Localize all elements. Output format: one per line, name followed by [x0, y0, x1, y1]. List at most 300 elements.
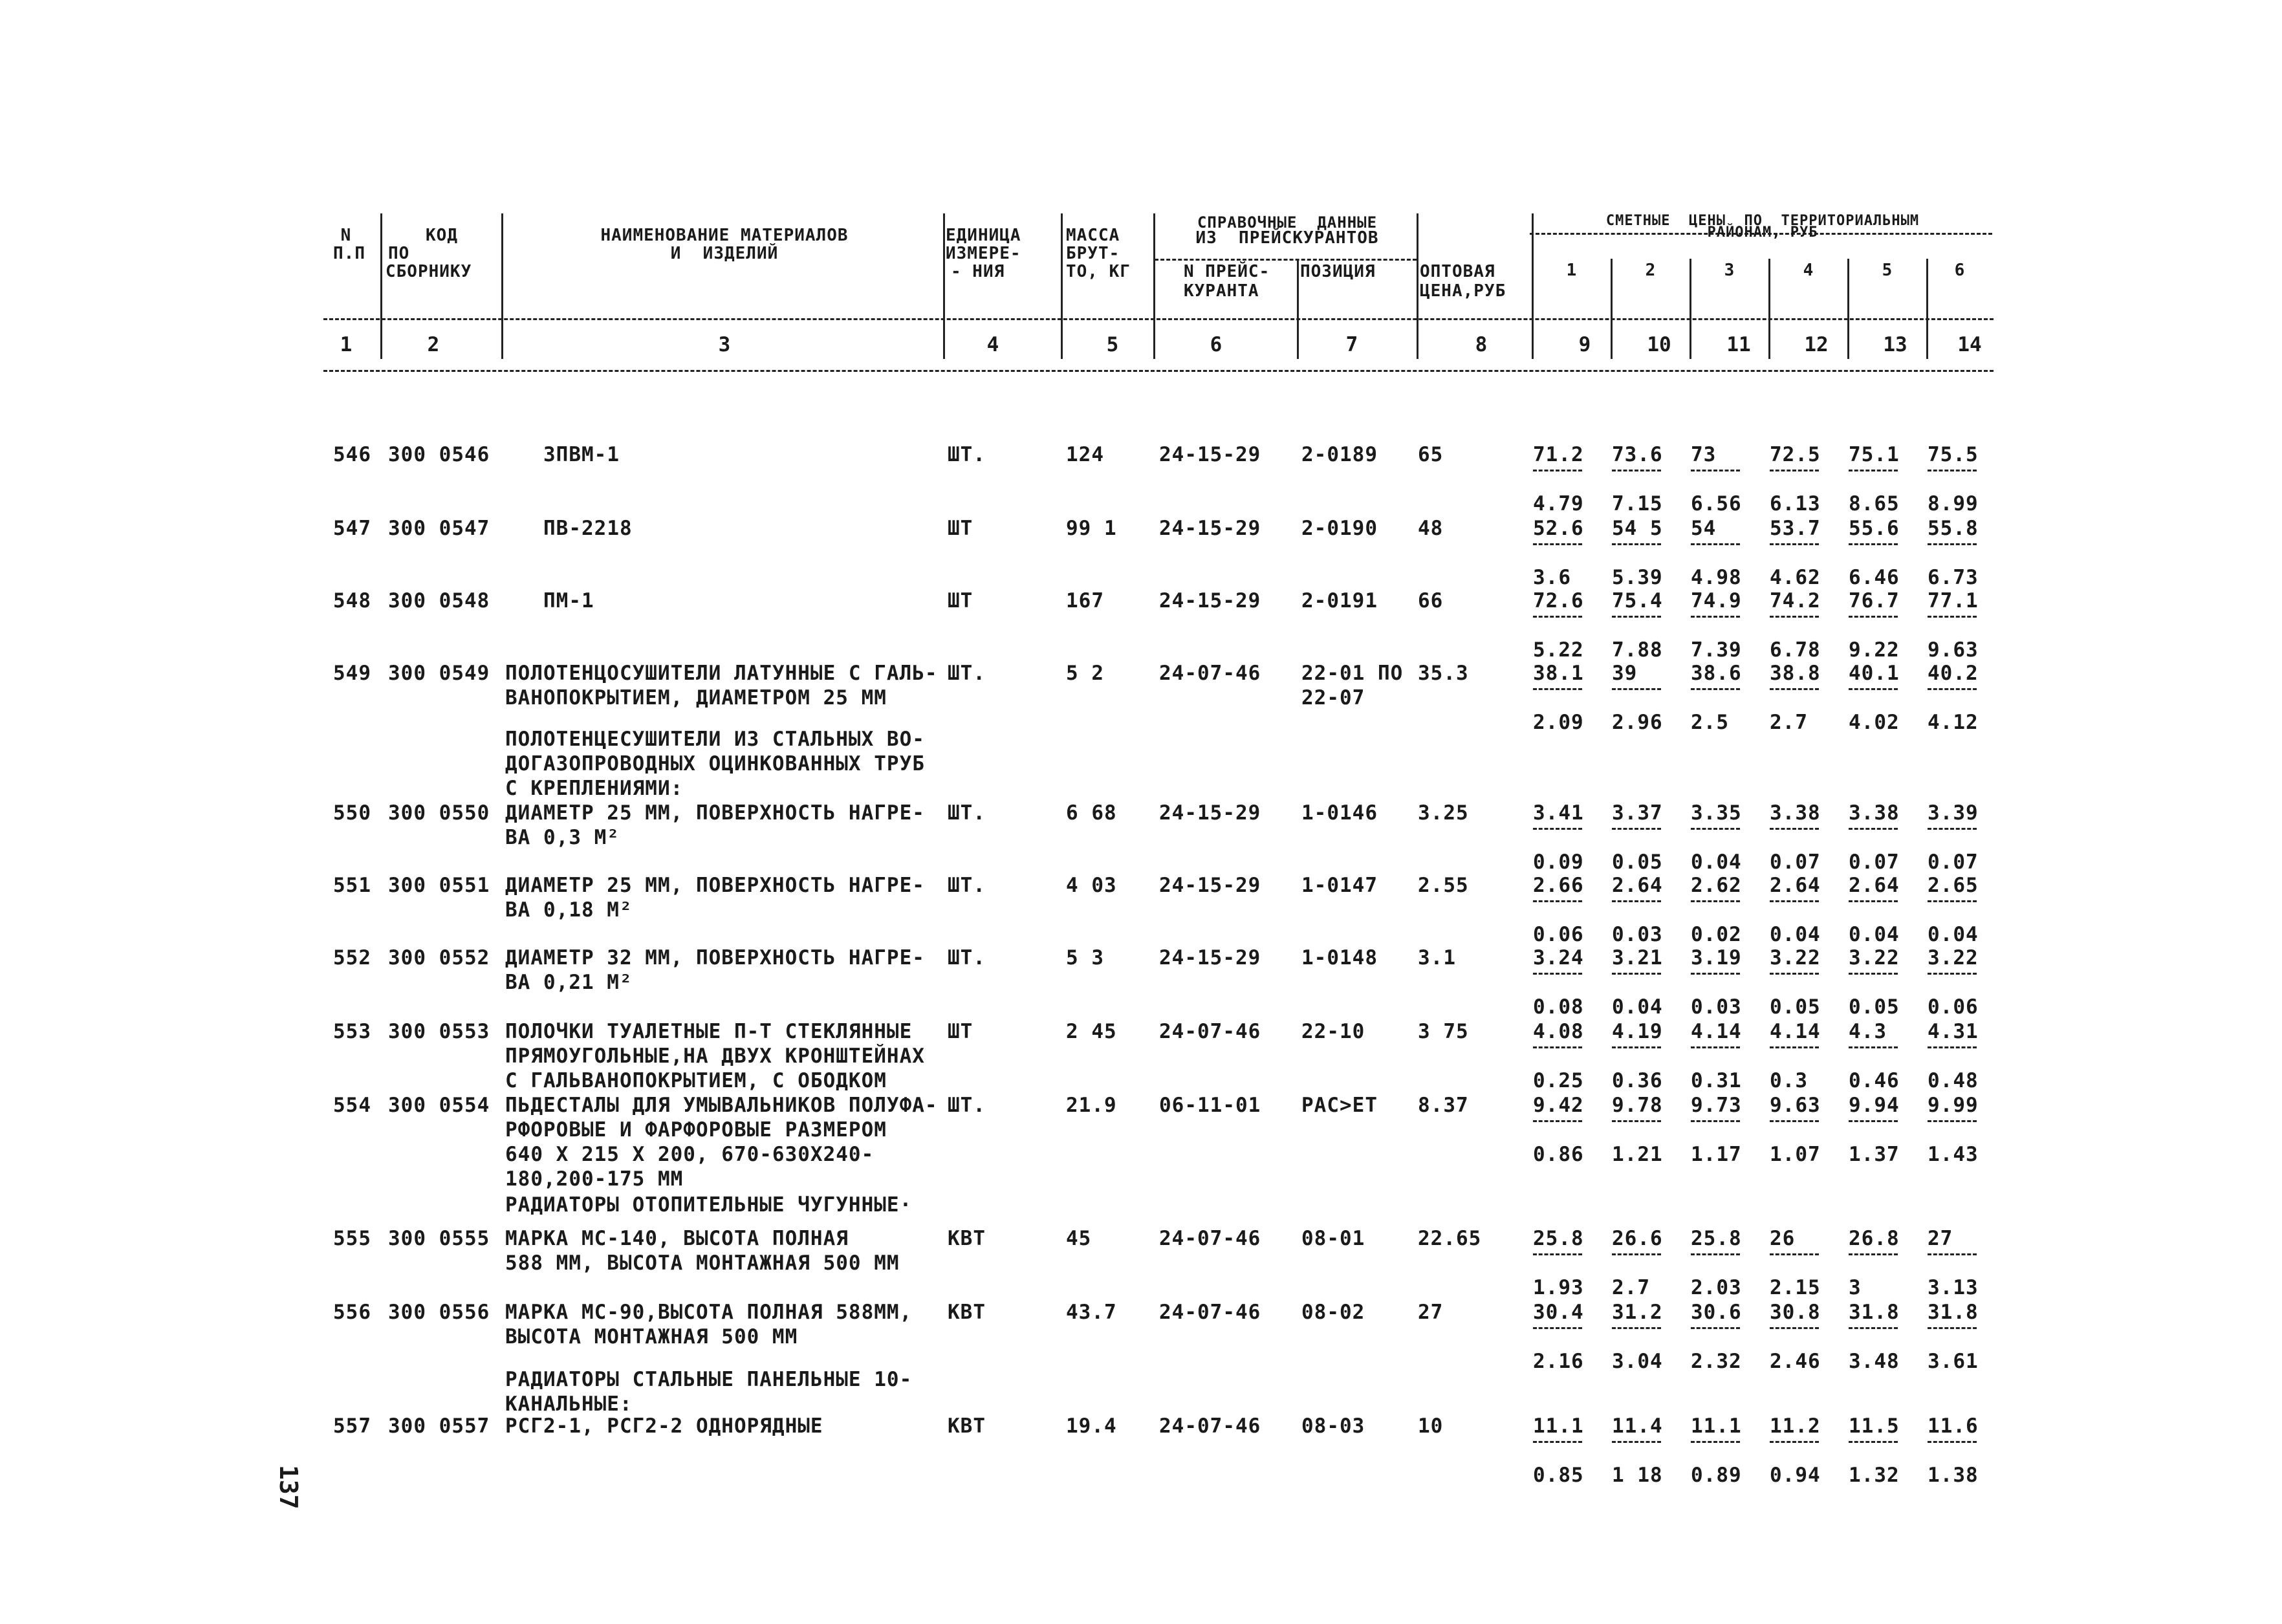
row-price-region-3: 9.73	[1691, 1094, 1742, 1117]
price-separator	[1612, 900, 1661, 902]
row-price-region-5: 76.7	[1849, 589, 1900, 612]
row-name-line: ПМ-1	[543, 589, 594, 612]
row-price-region-6: 9.99	[1928, 1094, 1979, 1117]
price-separator	[1928, 1441, 1977, 1443]
row-price-region-3: 25.8	[1691, 1227, 1742, 1250]
column-number: 6	[1210, 333, 1222, 356]
row-number: 553	[333, 1020, 371, 1043]
price-separator	[1533, 1441, 1582, 1443]
row-subprice-region-4: 0.94	[1770, 1464, 1821, 1487]
row-price-region-5: 55.6	[1849, 517, 1900, 540]
price-separator	[1849, 900, 1898, 902]
header-np-1: N	[340, 226, 352, 245]
row-price-list: 24-15-29	[1159, 874, 1261, 897]
column-number: 7	[1345, 333, 1358, 356]
header-unit-2: ИЗМЕРЕ-	[946, 244, 1021, 263]
price-separator	[1612, 1441, 1661, 1443]
row-number: 549	[333, 662, 371, 685]
row-subprice-region-1: 3.6	[1533, 566, 1571, 589]
row-code: 300 0549	[388, 662, 490, 685]
price-separator	[1612, 1327, 1661, 1329]
row-subprice-region-1: 0.08	[1533, 995, 1584, 1019]
price-separator	[1533, 1046, 1582, 1048]
price-separator	[1612, 688, 1661, 690]
row-price-region-1: 4.08	[1533, 1020, 1584, 1043]
price-separator	[1612, 1120, 1661, 1122]
row-name-line: ЗПВМ-1	[543, 443, 620, 466]
price-separator	[1928, 973, 1977, 975]
row-mass: 99 1	[1066, 517, 1117, 540]
row-price-list: 24-15-29	[1159, 946, 1261, 969]
row-price-region-4: 3.38	[1770, 801, 1821, 825]
row-subprice-region-1: 0.09	[1533, 850, 1584, 874]
row-number: 552	[333, 946, 371, 969]
row-subprice-region-3: 0.04	[1691, 850, 1742, 874]
row-subprice-region-2: 5.39	[1612, 566, 1663, 589]
header-unit-3: - НИЯ	[951, 262, 1005, 281]
row-subprice-region-3: 2.03	[1691, 1276, 1742, 1299]
row-price-region-2: 73.6	[1612, 443, 1663, 466]
price-separator	[1770, 543, 1819, 545]
row-price-region-1: 38.1	[1533, 662, 1584, 685]
row-wholesale: 66	[1418, 589, 1444, 612]
page-number: 137	[274, 1465, 303, 1510]
row-code: 300 0551	[388, 874, 490, 897]
row-subprice-region-6: 3.61	[1928, 1350, 1979, 1373]
group-title-line: ДОГАЗОПРОВОДНЫХ ОЦИНКОВАННЫХ ТРУБ	[505, 752, 925, 775]
row-subprice-region-6: 1.43	[1928, 1143, 1979, 1166]
price-separator	[1849, 543, 1898, 545]
header-ref-group-2: ИЗ ПРЕЙСКУРАНТОВ	[1195, 228, 1379, 248]
header-price-list-1: N ПРЕЙС-	[1184, 262, 1270, 281]
row-price-region-6: 3.22	[1928, 946, 1979, 969]
row-subprice-region-5: 9.22	[1849, 638, 1900, 662]
price-separator	[1691, 828, 1740, 830]
row-position: 2-0189	[1301, 443, 1378, 466]
row-subprice-region-6: 3.13	[1928, 1276, 1979, 1299]
group-title-line: КАНАЛЬНЫЕ:	[505, 1392, 633, 1416]
row-name-line: ПЬДЕСТАЛЫ ДЛЯ УМЫВАЛЬНИКОВ ПОЛУФА-	[505, 1094, 938, 1117]
row-number: 548	[333, 589, 371, 612]
header-unit-1: ЕДИНИЦА	[946, 226, 1021, 245]
price-separator	[1691, 1253, 1740, 1255]
row-subprice-region-4: 0.04	[1770, 923, 1821, 946]
header-region-5: 5	[1882, 261, 1893, 280]
row-mass: 45	[1066, 1227, 1092, 1250]
row-code: 300 0553	[388, 1020, 490, 1043]
row-price-list: 24-07-46	[1159, 1301, 1261, 1324]
price-separator	[1612, 1253, 1661, 1255]
row-subprice-region-4: 0.05	[1770, 995, 1821, 1019]
column-number: 8	[1475, 333, 1488, 356]
price-separator	[1770, 616, 1819, 618]
header-np-2: П.П	[333, 244, 365, 263]
row-price-region-1: 11.1	[1533, 1414, 1584, 1438]
header-divider	[1061, 213, 1063, 359]
row-mass: 4 03	[1066, 874, 1117, 897]
row-price-region-1: 3.24	[1533, 946, 1584, 969]
row-price-region-6: 11.6	[1928, 1414, 1979, 1438]
header-code-2: ПО	[388, 244, 410, 263]
row-price-region-4: 9.63	[1770, 1094, 1821, 1117]
price-separator	[1770, 1253, 1819, 1255]
row-number: 547	[333, 517, 371, 540]
row-name-line: МАРКА МС-140, ВЫСОТА ПОЛНАЯ	[505, 1227, 849, 1250]
row-wholesale: 8.37	[1418, 1094, 1469, 1117]
row-price-region-4: 72.5	[1770, 443, 1821, 466]
row-subprice-region-3: 4.98	[1691, 566, 1742, 589]
row-price-region-5: 9.94	[1849, 1094, 1900, 1117]
row-subprice-region-3: 6.56	[1691, 492, 1742, 515]
price-separator	[1928, 616, 1977, 618]
price-separator	[1533, 1253, 1582, 1255]
price-separator	[1612, 543, 1661, 545]
row-subprice-region-1: 2.16	[1533, 1350, 1584, 1373]
row-subprice-region-5: 1.32	[1849, 1464, 1900, 1487]
row-code: 300 0554	[388, 1094, 490, 1117]
row-position: 2-0191	[1301, 589, 1378, 612]
row-name-line: ВА 0,18 М²	[505, 898, 633, 922]
row-unit: ШТ.	[948, 1094, 986, 1117]
price-separator	[1691, 543, 1740, 545]
row-subprice-region-4: 0.3	[1770, 1069, 1808, 1092]
row-price-region-2: 4.19	[1612, 1020, 1663, 1043]
price-separator	[1849, 1253, 1898, 1255]
price-separator	[1691, 973, 1740, 975]
row-code: 300 0552	[388, 946, 490, 969]
row-price-list: 24-15-29	[1159, 443, 1261, 466]
row-price-region-2: 31.2	[1612, 1301, 1663, 1324]
row-price-region-1: 9.42	[1533, 1094, 1584, 1117]
row-price-list: 24-15-29	[1159, 589, 1261, 612]
row-code: 300 0547	[388, 517, 490, 540]
column-number: 4	[986, 333, 999, 356]
row-unit: ШТ.	[948, 946, 986, 969]
price-separator	[1691, 470, 1740, 471]
price-separator	[1612, 470, 1661, 471]
row-price-region-2: 39	[1612, 662, 1638, 685]
group-title-line: С КРЕПЛЕНИЯМИ:	[505, 777, 684, 800]
row-name-line: ДИАМЕТР 32 ММ, ПОВЕРХНОСТЬ НАГРЕ-	[505, 946, 925, 969]
row-price-region-3: 73	[1691, 443, 1717, 466]
row-name-line: ВЫСОТА МОНТАЖНАЯ 500 ММ	[505, 1325, 798, 1348]
row-number: 546	[333, 443, 371, 466]
row-price-region-4: 53.7	[1770, 517, 1821, 540]
price-separator	[1533, 470, 1582, 471]
price-separator	[1770, 973, 1819, 975]
row-mass: 21.9	[1066, 1094, 1117, 1117]
row-wholesale: 10	[1418, 1414, 1444, 1438]
price-separator	[1770, 1046, 1819, 1048]
header-mass-1: МАССА	[1066, 226, 1120, 245]
row-price-list: 24-15-29	[1159, 517, 1261, 540]
price-separator	[1928, 900, 1977, 902]
row-price-region-3: 30.6	[1691, 1301, 1742, 1324]
row-price-region-4: 2.64	[1770, 874, 1821, 897]
row-subprice-region-2: 1.21	[1612, 1143, 1663, 1166]
row-price-region-1: 30.4	[1533, 1301, 1584, 1324]
row-price-region-6: 4.31	[1928, 1020, 1979, 1043]
row-number: 556	[333, 1301, 371, 1324]
row-subprice-region-6: 4.12	[1928, 711, 1979, 734]
row-price-region-2: 3.21	[1612, 946, 1663, 969]
row-subprice-region-1: 0.25	[1533, 1069, 1584, 1092]
row-subprice-region-1: 0.06	[1533, 923, 1584, 946]
row-position: 2-0190	[1301, 517, 1378, 540]
row-price-region-1: 2.66	[1533, 874, 1584, 897]
row-price-region-1: 71.2	[1533, 443, 1584, 466]
row-name-line: 588 ММ, ВЫСОТА МОНТАЖНАЯ 500 ММ	[505, 1251, 900, 1275]
header-divider	[380, 213, 382, 359]
row-code: 300 0556	[388, 1301, 490, 1324]
price-separator	[1928, 1046, 1977, 1048]
row-price-region-3: 11.1	[1691, 1414, 1742, 1438]
row-subprice-region-6: 8.99	[1928, 492, 1979, 515]
row-mass: 167	[1066, 589, 1104, 612]
price-separator	[1770, 688, 1819, 690]
header-position: ПОЗИЦИЯ	[1300, 262, 1376, 281]
row-price-region-3: 2.62	[1691, 874, 1742, 897]
header-rule-bottom	[323, 370, 1994, 372]
row-price-region-6: 31.8	[1928, 1301, 1979, 1324]
row-wholesale: 3 75	[1418, 1020, 1469, 1043]
price-separator	[1691, 900, 1740, 902]
row-subprice-region-6: 9.63	[1928, 638, 1979, 662]
row-unit: ШТ	[948, 517, 973, 540]
header-code-3: СБОРНИКУ	[386, 262, 472, 281]
price-separator	[1533, 616, 1582, 618]
row-price-region-2: 75.4	[1612, 589, 1663, 612]
header-name-2: И ИЗДЕЛИЙ	[670, 244, 779, 263]
row-subprice-region-3: 0.89	[1691, 1464, 1742, 1487]
row-subprice-region-3: 7.39	[1691, 638, 1742, 662]
price-separator	[1849, 1441, 1898, 1443]
row-wholesale: 2.55	[1418, 874, 1469, 897]
row-price-region-5: 11.5	[1849, 1414, 1900, 1438]
row-subprice-region-1: 2.09	[1533, 711, 1584, 734]
price-separator	[1533, 1120, 1582, 1122]
row-position: 1-0146	[1301, 801, 1378, 825]
row-number: 551	[333, 874, 371, 897]
row-subprice-region-4: 2.15	[1770, 1276, 1821, 1299]
column-number: 3	[718, 333, 731, 356]
row-wholesale: 48	[1418, 517, 1444, 540]
row-price-list: 06-11-01	[1159, 1094, 1261, 1117]
row-name-line: ПРЯМОУГОЛЬНЫЕ,НА ДВУХ КРОНШТЕЙНАХ	[505, 1045, 925, 1068]
row-price-region-5: 75.1	[1849, 443, 1900, 466]
price-separator	[1691, 616, 1740, 618]
group-title-line: РАДИАТОРЫ СТАЛЬНЫЕ ПАНЕЛЬНЫЕ 10-	[505, 1368, 913, 1391]
price-separator	[1849, 616, 1898, 618]
price-separator	[1770, 470, 1819, 471]
row-name-line: ВА 0,21 М²	[505, 971, 633, 994]
column-number: 13	[1883, 333, 1907, 356]
price-separator	[1928, 1327, 1977, 1329]
row-subprice-region-5: 6.46	[1849, 566, 1900, 589]
row-subprice-region-5: 1.37	[1849, 1143, 1900, 1166]
price-separator	[1533, 688, 1582, 690]
header-region-1: 1	[1566, 261, 1578, 280]
row-price-region-4: 3.22	[1770, 946, 1821, 969]
row-code: 300 0546	[388, 443, 490, 466]
header-ref-group-1: СПРАВОЧНЫЕ ДАННЫЕ	[1197, 213, 1378, 232]
row-price-region-2: 3.37	[1612, 801, 1663, 825]
row-price-list: 24-07-46	[1159, 1020, 1261, 1043]
row-mass: 124	[1066, 443, 1104, 466]
row-price-region-3: 3.35	[1691, 801, 1742, 825]
column-number: 5	[1106, 333, 1119, 356]
row-price-region-5: 40.1	[1849, 662, 1900, 685]
row-mass: 5 2	[1066, 662, 1104, 685]
row-price-region-1: 72.6	[1533, 589, 1584, 612]
header-wholesale-2: ЦЕНА,РУБ	[1420, 281, 1506, 301]
row-name-line: С ГАЛЬВАНОПОКРЫТИЕМ, С ОБОДКОМ	[505, 1069, 887, 1092]
row-subprice-region-5: 0.07	[1849, 850, 1900, 874]
row-price-list: 24-07-46	[1159, 662, 1261, 685]
row-price-region-2: 2.64	[1612, 874, 1663, 897]
header-name-1: НАИМЕНОВАНИЕ МАТЕРИАЛОВ	[600, 226, 849, 245]
row-subprice-region-3: 2.5	[1691, 711, 1729, 734]
row-price-region-2: 11.4	[1612, 1414, 1663, 1438]
price-separator	[1928, 1253, 1977, 1255]
row-unit: ШТ.	[948, 801, 986, 825]
row-subprice-region-5: 3	[1849, 1276, 1862, 1299]
row-subprice-region-4: 6.13	[1770, 492, 1821, 515]
price-separator	[1691, 1327, 1740, 1329]
header-divider	[1297, 259, 1299, 359]
price-separator	[1770, 1120, 1819, 1122]
column-number: 11	[1726, 333, 1751, 356]
row-price-region-1: 52.6	[1533, 517, 1584, 540]
row-subprice-region-4: 2.7	[1770, 711, 1808, 734]
header-region-6: 6	[1954, 261, 1966, 280]
row-subprice-region-3: 1.17	[1691, 1143, 1742, 1166]
price-separator	[1770, 828, 1819, 830]
row-unit: ШТ	[948, 1020, 973, 1043]
column-number: 10	[1647, 333, 1671, 356]
header-divider	[501, 213, 503, 359]
column-number: 1	[340, 333, 353, 356]
row-mass: 6 68	[1066, 801, 1117, 825]
row-unit: ШТ.	[948, 662, 986, 685]
row-subprice-region-3: 0.03	[1691, 995, 1742, 1019]
row-code: 300 0555	[388, 1227, 490, 1250]
row-subprice-region-2: 0.04	[1612, 995, 1663, 1019]
row-price-region-2: 9.78	[1612, 1094, 1663, 1117]
row-wholesale: 35.3	[1418, 662, 1469, 685]
row-number: 555	[333, 1227, 371, 1250]
row-wholesale: 27	[1418, 1301, 1444, 1324]
row-price-region-1: 3.41	[1533, 801, 1584, 825]
column-number: 2	[427, 333, 440, 356]
row-name-line: ПОЛОТЕНЦОСУШИТЕЛИ ЛАТУННЫЕ С ГАЛЬ-	[505, 662, 938, 685]
row-subprice-region-2: 2.96	[1612, 711, 1663, 734]
header-rule-mid	[323, 318, 1994, 320]
price-separator	[1770, 900, 1819, 902]
group-title-line: РАДИАТОРЫ ОТОПИТЕЛЬНЫЕ ЧУГУННЫЕ·	[505, 1193, 913, 1217]
row-subprice-region-4: 0.07	[1770, 850, 1821, 874]
row-number: 557	[333, 1414, 371, 1438]
row-subprice-region-2: 2.7	[1612, 1276, 1650, 1299]
row-mass: 43.7	[1066, 1301, 1117, 1324]
row-price-list: 24-07-46	[1159, 1414, 1261, 1438]
row-position: 08-03	[1301, 1414, 1365, 1438]
price-separator	[1691, 1046, 1740, 1048]
row-price-region-3: 38.6	[1691, 662, 1742, 685]
row-price-region-6: 77.1	[1928, 589, 1979, 612]
price-separator	[1533, 900, 1582, 902]
row-price-region-4: 30.8	[1770, 1301, 1821, 1324]
header-mass-2: БРУТ-	[1066, 244, 1120, 263]
row-subprice-region-5: 0.46	[1849, 1069, 1900, 1092]
row-unit: КВТ	[948, 1301, 986, 1324]
row-subprice-region-2: 0.36	[1612, 1069, 1663, 1092]
header-mass-3: ТО, КГ	[1066, 262, 1131, 281]
row-code: 300 0550	[388, 801, 490, 825]
row-subprice-region-1: 0.86	[1533, 1143, 1584, 1166]
row-unit: ШТ.	[948, 874, 986, 897]
row-subprice-region-1: 4.79	[1533, 492, 1584, 515]
row-position: 1-0148	[1301, 946, 1378, 969]
row-price-region-6: 40.2	[1928, 662, 1979, 685]
group-title-line: ПОЛОТЕНЦЕСУШИТЕЛИ ИЗ СТАЛЬНЫХ ВО-	[505, 728, 925, 751]
row-code: 300 0557	[388, 1414, 490, 1438]
row-price-region-4: 74.2	[1770, 589, 1821, 612]
row-price-region-6: 3.39	[1928, 801, 1979, 825]
row-name-line: ВАНОПОКРЫТИЕМ, ДИАМЕТРОМ 25 ММ	[505, 686, 887, 709]
row-price-region-3: 74.9	[1691, 589, 1742, 612]
row-price-region-5: 3.22	[1849, 946, 1900, 969]
row-subprice-region-2: 0.03	[1612, 923, 1663, 946]
price-separator	[1770, 1441, 1819, 1443]
row-subprice-region-2: 7.15	[1612, 492, 1663, 515]
row-price-region-5: 4.3	[1849, 1020, 1887, 1043]
row-subprice-region-4: 4.62	[1770, 566, 1821, 589]
row-name-line: 180,200-175 ММ	[505, 1167, 684, 1191]
row-subprice-region-4: 6.78	[1770, 638, 1821, 662]
row-name-line: МАРКА МС-90,ВЫСОТА ПОЛНАЯ 588ММ,	[505, 1301, 913, 1324]
row-subprice-region-4: 1.07	[1770, 1143, 1821, 1166]
price-separator	[1849, 973, 1898, 975]
row-wholesale: 65	[1418, 443, 1444, 466]
row-price-region-6: 55.8	[1928, 517, 1979, 540]
row-subprice-region-6: 0.48	[1928, 1069, 1979, 1092]
row-subprice-region-5: 0.04	[1849, 923, 1900, 946]
price-separator	[1928, 1120, 1977, 1122]
row-number: 554	[333, 1094, 371, 1117]
row-name-line: ВА 0,3 М²	[505, 826, 620, 849]
row-price-region-4: 26	[1770, 1227, 1796, 1250]
row-unit: КВТ	[948, 1414, 986, 1438]
row-position: 1-0147	[1301, 874, 1378, 897]
row-price-region-6: 27	[1928, 1227, 1953, 1250]
row-wholesale: 22.65	[1418, 1227, 1482, 1250]
row-price-region-5: 2.64	[1849, 874, 1900, 897]
row-unit: ШТ.	[948, 443, 986, 466]
row-unit: КВТ	[948, 1227, 986, 1250]
header-region-4: 4	[1803, 261, 1814, 280]
header-regions-group-2: РАЙОНАМ, РУБ	[1707, 224, 1818, 241]
row-price-region-1: 25.8	[1533, 1227, 1584, 1250]
row-subprice-region-2: 3.04	[1612, 1350, 1663, 1373]
row-price-region-2: 26.6	[1612, 1227, 1663, 1250]
price-separator	[1691, 688, 1740, 690]
row-unit: ШТ	[948, 589, 973, 612]
price-separator	[1533, 828, 1582, 830]
price-separator	[1849, 470, 1898, 471]
header-region-2: 2	[1645, 261, 1657, 280]
row-subprice-region-2: 1 18	[1612, 1464, 1663, 1487]
